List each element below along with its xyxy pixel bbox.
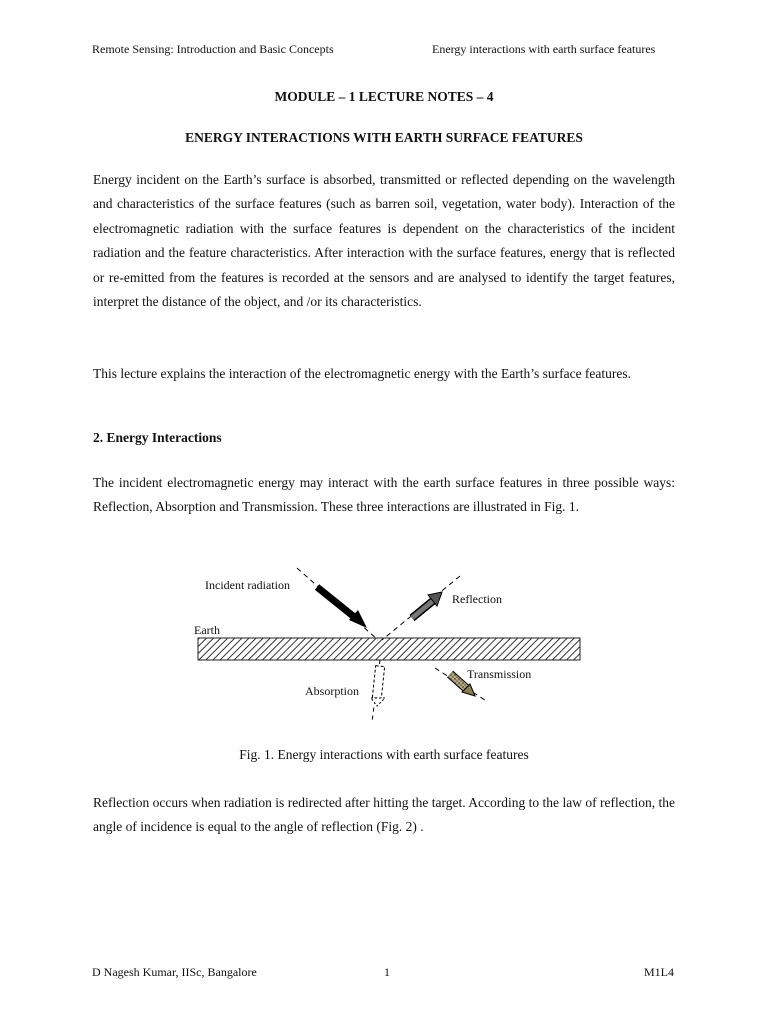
absorption-arrow (371, 666, 385, 706)
label-reflection: Reflection (452, 592, 502, 606)
label-transmission: Transmission (467, 667, 532, 681)
incident-arrow (317, 587, 367, 628)
footer-author: D Nagesh Kumar, IISc, Bangalore (92, 965, 257, 979)
label-incident: Incident radiation (205, 578, 290, 592)
section-heading: 2. Energy Interactions (93, 430, 222, 445)
interactions-paragraph: The incident electromagnetic energy may interact with the earth surface features in three possible ways: Reflection, Absorption and Transmission. These three interactions are illustrated in Fig. 1. (93, 475, 675, 515)
lecture-scope-paragraph: This lecture explains the interaction of the electromagnetic energy with the Earth’s surface features. (93, 366, 632, 381)
footer-code: M1L4 (644, 965, 674, 979)
reflection-paragraph: Reflection occurs when radiation is redirected after hitting the target. According to the law of reflection, the angle of incidence is equal to the angle of reflection (Fig. 2) . (93, 795, 675, 835)
label-absorption: Absorption (305, 684, 359, 698)
header-left: Remote Sensing: Introduction and Basic Concepts (92, 42, 334, 56)
header-right: Energy interactions with earth surface features (432, 42, 656, 56)
energy-interaction-figure (190, 562, 590, 732)
intro-paragraph: Energy incident on the Earth’s surface is absorbed, transmitted or reflected depending on the wavelength and characteristics of the surface features (such as barren soil, vegetation, water body). Interaction of the electromagnetic radiation with the surface features is dependent on the characteristics of the incident radiation and the feature characteristics. After interaction with the surface features, energy that is reflected or re-emitted from the features is recorded at the sensors and are analysed to identify the target features, interpret the distance of the object, and /or its characteristics. (93, 172, 675, 310)
page-title: ENERGY INTERACTIONS WITH EARTH SURFACE FEATURES (185, 130, 583, 145)
page-number: 1 (384, 965, 390, 979)
reflection-arrow (412, 592, 442, 618)
label-earth: Earth (194, 623, 220, 637)
earth-surface (198, 638, 580, 660)
figure-caption: Fig. 1. Energy interactions with earth surface features (239, 747, 529, 762)
module-title: MODULE – 1 LECTURE NOTES – 4 (274, 89, 494, 104)
